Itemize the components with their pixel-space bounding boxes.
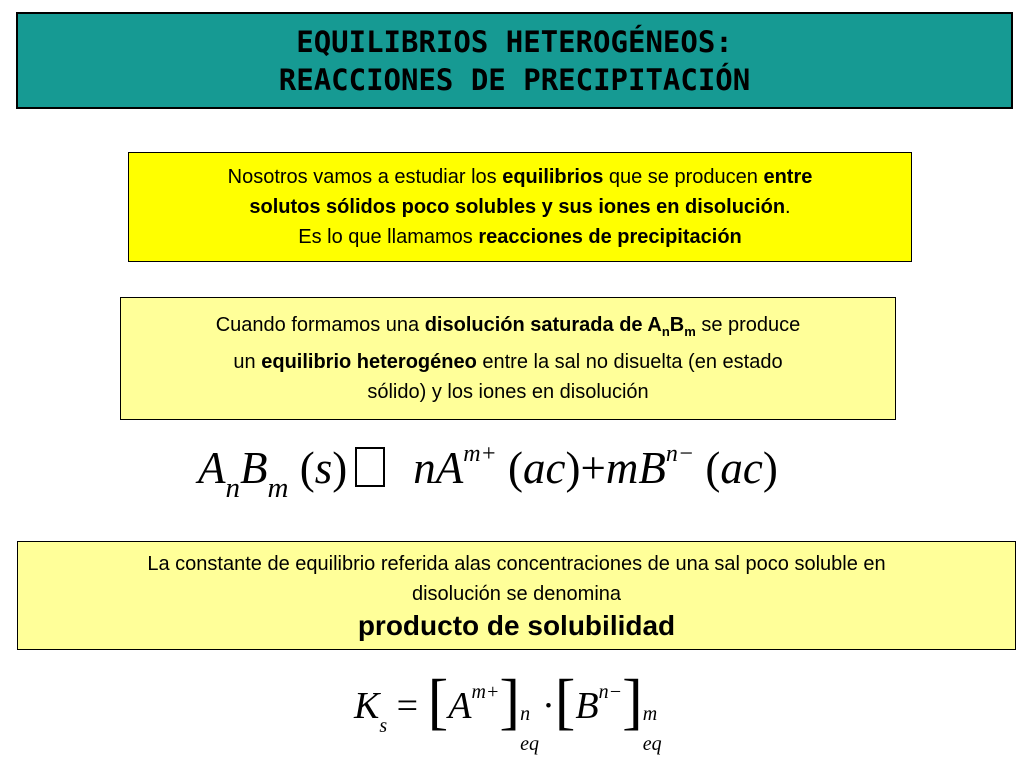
eq-state: (ac) (694, 443, 778, 493)
saturated-text: Cuando formamos una (215, 314, 425, 336)
solubility-product-equation (354, 668, 665, 755)
intro-text: Es lo que llamamos (298, 226, 479, 248)
saturated-line-2 (233, 347, 782, 377)
intro-line-1 (228, 162, 813, 192)
eq-state-ac: ac (720, 443, 763, 493)
title-line-1: EQUILIBRIOS HETEROGÉNEOS: (296, 24, 733, 59)
saturated-text: entre la sal no disuelta (en estado (476, 351, 783, 373)
intro-line-2 (249, 192, 790, 222)
saturated-text: se produce (695, 314, 801, 336)
precipitation-equation (198, 438, 778, 506)
ks-symbol: K (354, 685, 380, 727)
left-bracket-icon: [ (554, 668, 576, 736)
solubility-constant-box (17, 541, 1016, 650)
ks-symbol: A (448, 685, 472, 727)
eq-plus: + (580, 443, 606, 493)
ks-subscript: s (379, 715, 388, 737)
ks-dot: · (542, 685, 555, 727)
eq-subscript: n (225, 472, 240, 504)
ks-eq-subscript: eq (642, 733, 662, 755)
intro-text: . (785, 196, 791, 218)
eq-symbol: mB (605, 443, 666, 493)
eq-symbol: nA (413, 443, 464, 493)
eq-symbol: A (198, 443, 226, 493)
intro-bold: solutos sólidos poco solubles y sus iones en disolución (249, 196, 786, 218)
saturated-line-3: sólido) y los iones en disolución (367, 381, 649, 403)
intro-bold: reacciones de precipitación (478, 226, 742, 248)
saturated-bold-b: B (669, 314, 685, 336)
intro-text: que se producen (603, 166, 764, 188)
eq-charge: n− (665, 441, 695, 467)
ks-eq-subscript: eq (520, 733, 539, 755)
subscript-m: m (684, 324, 696, 339)
intro-box (128, 152, 912, 262)
saturated-solution-box (120, 297, 896, 420)
saturated-bold-text: disolución saturada de A (424, 314, 662, 336)
ks-charge: m+ (471, 681, 500, 703)
constant-line-2: disolución se denomina (411, 582, 622, 605)
constant-line-1: La constante de equilibrio referida alas concentraciones de una sal poco soluble en (147, 552, 886, 575)
eq-state-ac: ac (523, 443, 566, 493)
subscript-n: n (661, 324, 670, 339)
saturated-text: un (233, 351, 262, 373)
ks-symbol: B (575, 685, 599, 727)
saturated-bold: equilibrio heterogéneo (261, 351, 477, 373)
eq-symbol: B (240, 443, 268, 493)
eq-state: (s) (299, 443, 348, 493)
intro-line-3 (298, 222, 742, 252)
ks-exponent: m (642, 703, 658, 725)
saturated-bold (424, 314, 696, 339)
equilibrium-arrow-icon (355, 447, 385, 487)
intro-bold: entre (763, 166, 813, 188)
eq-charge: m+ (463, 441, 497, 467)
intro-bold: equilibrios (502, 166, 604, 188)
saturated-line-1 (216, 310, 801, 347)
eq-state: (ac) (496, 443, 581, 493)
ks-exponent: n (520, 703, 531, 725)
right-bracket-icon: ] (622, 668, 643, 736)
title-line-2: REACCIONES DE PRECIPITACIÓN (278, 62, 751, 97)
eq-state-s: s (314, 443, 333, 493)
right-bracket-icon: ] (499, 668, 521, 736)
left-bracket-icon: [ (427, 668, 449, 736)
ks-charge: n− (598, 681, 623, 703)
intro-text: Nosotros vamos a estudiar los (227, 166, 503, 188)
title-banner (16, 12, 1013, 109)
eq-subscript: m (267, 472, 289, 504)
ks-equals: = (396, 685, 419, 727)
constant-line-3: producto de solubilidad (357, 609, 676, 641)
